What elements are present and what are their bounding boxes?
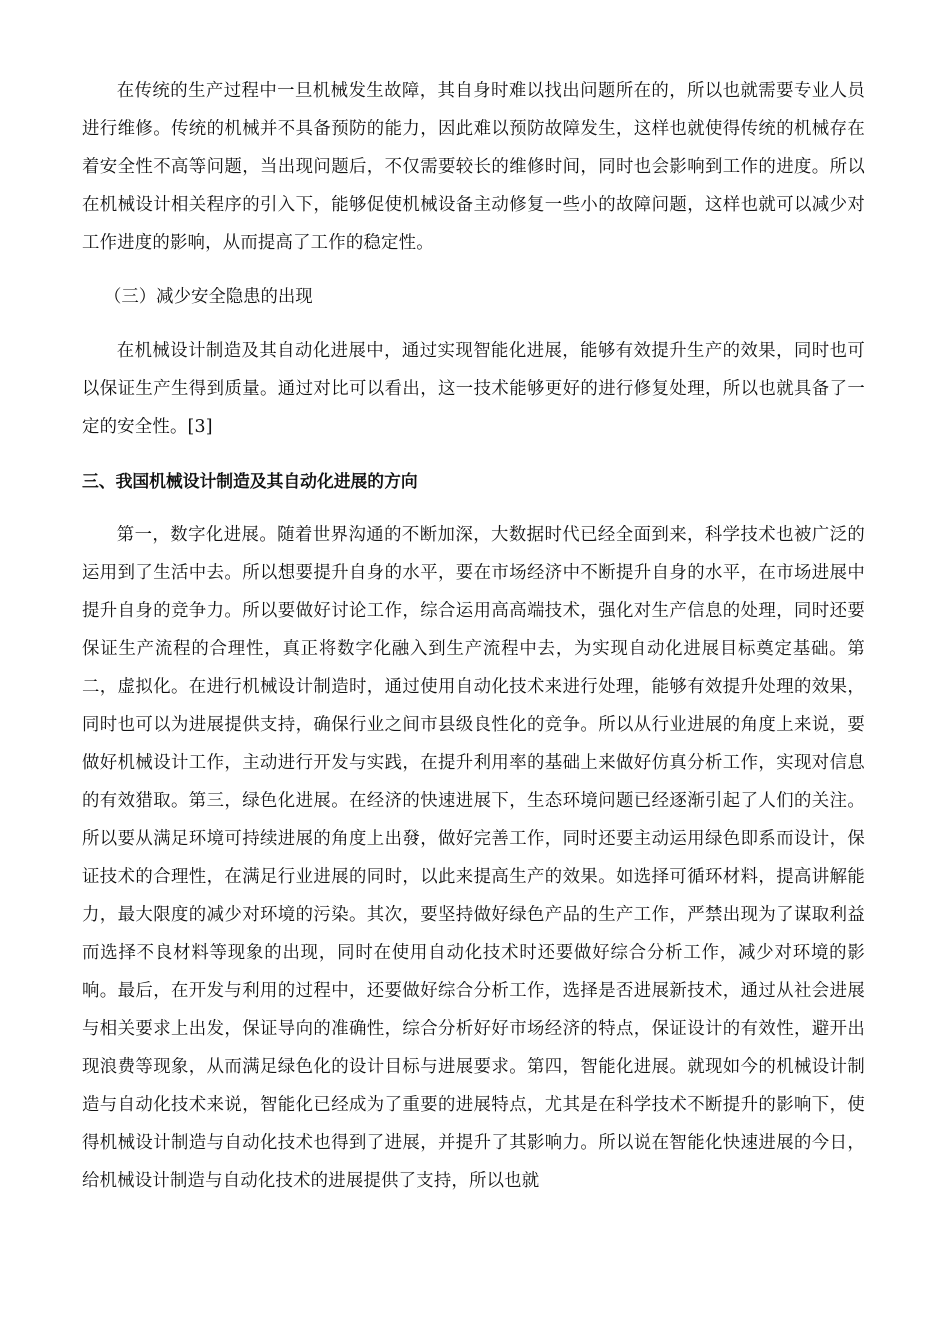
body-paragraph: 第一，数字化进展。随着世界沟通的不断加深，大数据时代已经全面到来，科学技术也被广泛的运用到了生活中去。所以想要提升自身的水平，要在市场经济中不断提升自身的水平，在市场进展中提升自身的竞争力。所以要做好讨论工作，综合运用高高端技术，强化对生产信息的处理，同时还要保证生产流程的合理性，真正将数字化融入到生产流程中去，为实现自动化进展目标奠定基础。第二，虚拟化。在进行机械设计制造时，通过使用自动化技术来进行处理，能够有效提升处理的效果，同时也可以为进展提供支持，确保行业之间市县级良性化的竞争。所以从行业进展的角度上来说，要做好机械设计工作，主动进行开发与实践，在提升利用率的基础上来做好仿真分析工作，实现对信息的有效猎取。第三，绿色化进展。在经济的快速进展下，生态环境问题已经逐渐引起了人们的关注。所以要从满足环境可持续进展的角度上出發，做好完善工作，同时还要主动运用绿色即系而设计，保证技术的合理性，在满足行业进展的同时，以此来提高生产的效果。如选择可循环材料，提高讲解能力，最大限度的减少对环境的污染。其次，要坚持做好绿色产品的生产工作，严禁出现为了谋取利益而选择不良材料等现象的出现，同时在使用自动化技术时还要做好综合分析工作，减少对环境的影响。最后，在开发与利用的过程中，还要做好综合分析工作，选择是否进展新技术，通过从社会进展与相关要求上出发，保证导向的准确性，综合分析好好市场经济的特点，保证设计的有效性，避开出现浪费等现象，从而满足绿色化的设计目标与进展要求。第四，智能化进展。就现如今的机械设计制造与自动化技术来说，智能化已经成为了重要的进展特点，尤其是在科学技术不断提升的影响下，使得机械设计制造与自动化技术也得到了进展，并提升了其影响力。所以说在智能化快速进展的今日，给机械设计制造与自动化技术的进展提供了支持，所以也就 (82, 525, 865, 1191)
spacer (82, 446, 865, 462)
section-heading: 三、我国机械设计制造及其自动化进展的方向 (82, 471, 418, 491)
body-paragraph: 在机械设计制造及其自动化进展中，通过实现智能化进展，能够有效提升生产的效果，同时也可以保证生产生得到质量。通过对比可以看出，这一技术能够更好的进行修复处理，所以也就具备了一定的安全性。[3] (82, 341, 865, 437)
body-paragraph: 在传统的生产过程中一旦机械发生故障，其自身时难以找出问题所在的，所以也就需要专业人员进行维修。传统的机械并不具备预防的能力，因此难以预防故障发生，这样也就使得传统的机械存在着安全性不高等问题，当出现问题后，不仅需要较长的维修时间，同时也会影响到工作的进度。所以在机械设计相关程序的引入下，能够促使机械设备主动修复一些小的故障问题，这样也就可以减少对工作进度的影响，从而提高了工作的稳定性。 (82, 81, 865, 253)
spacer (82, 500, 865, 516)
spacer (82, 316, 865, 332)
spacer (82, 262, 865, 278)
subsection-heading: （三）减少安全隐患的出现 (104, 287, 313, 307)
document-page (82, 72, 865, 1200)
